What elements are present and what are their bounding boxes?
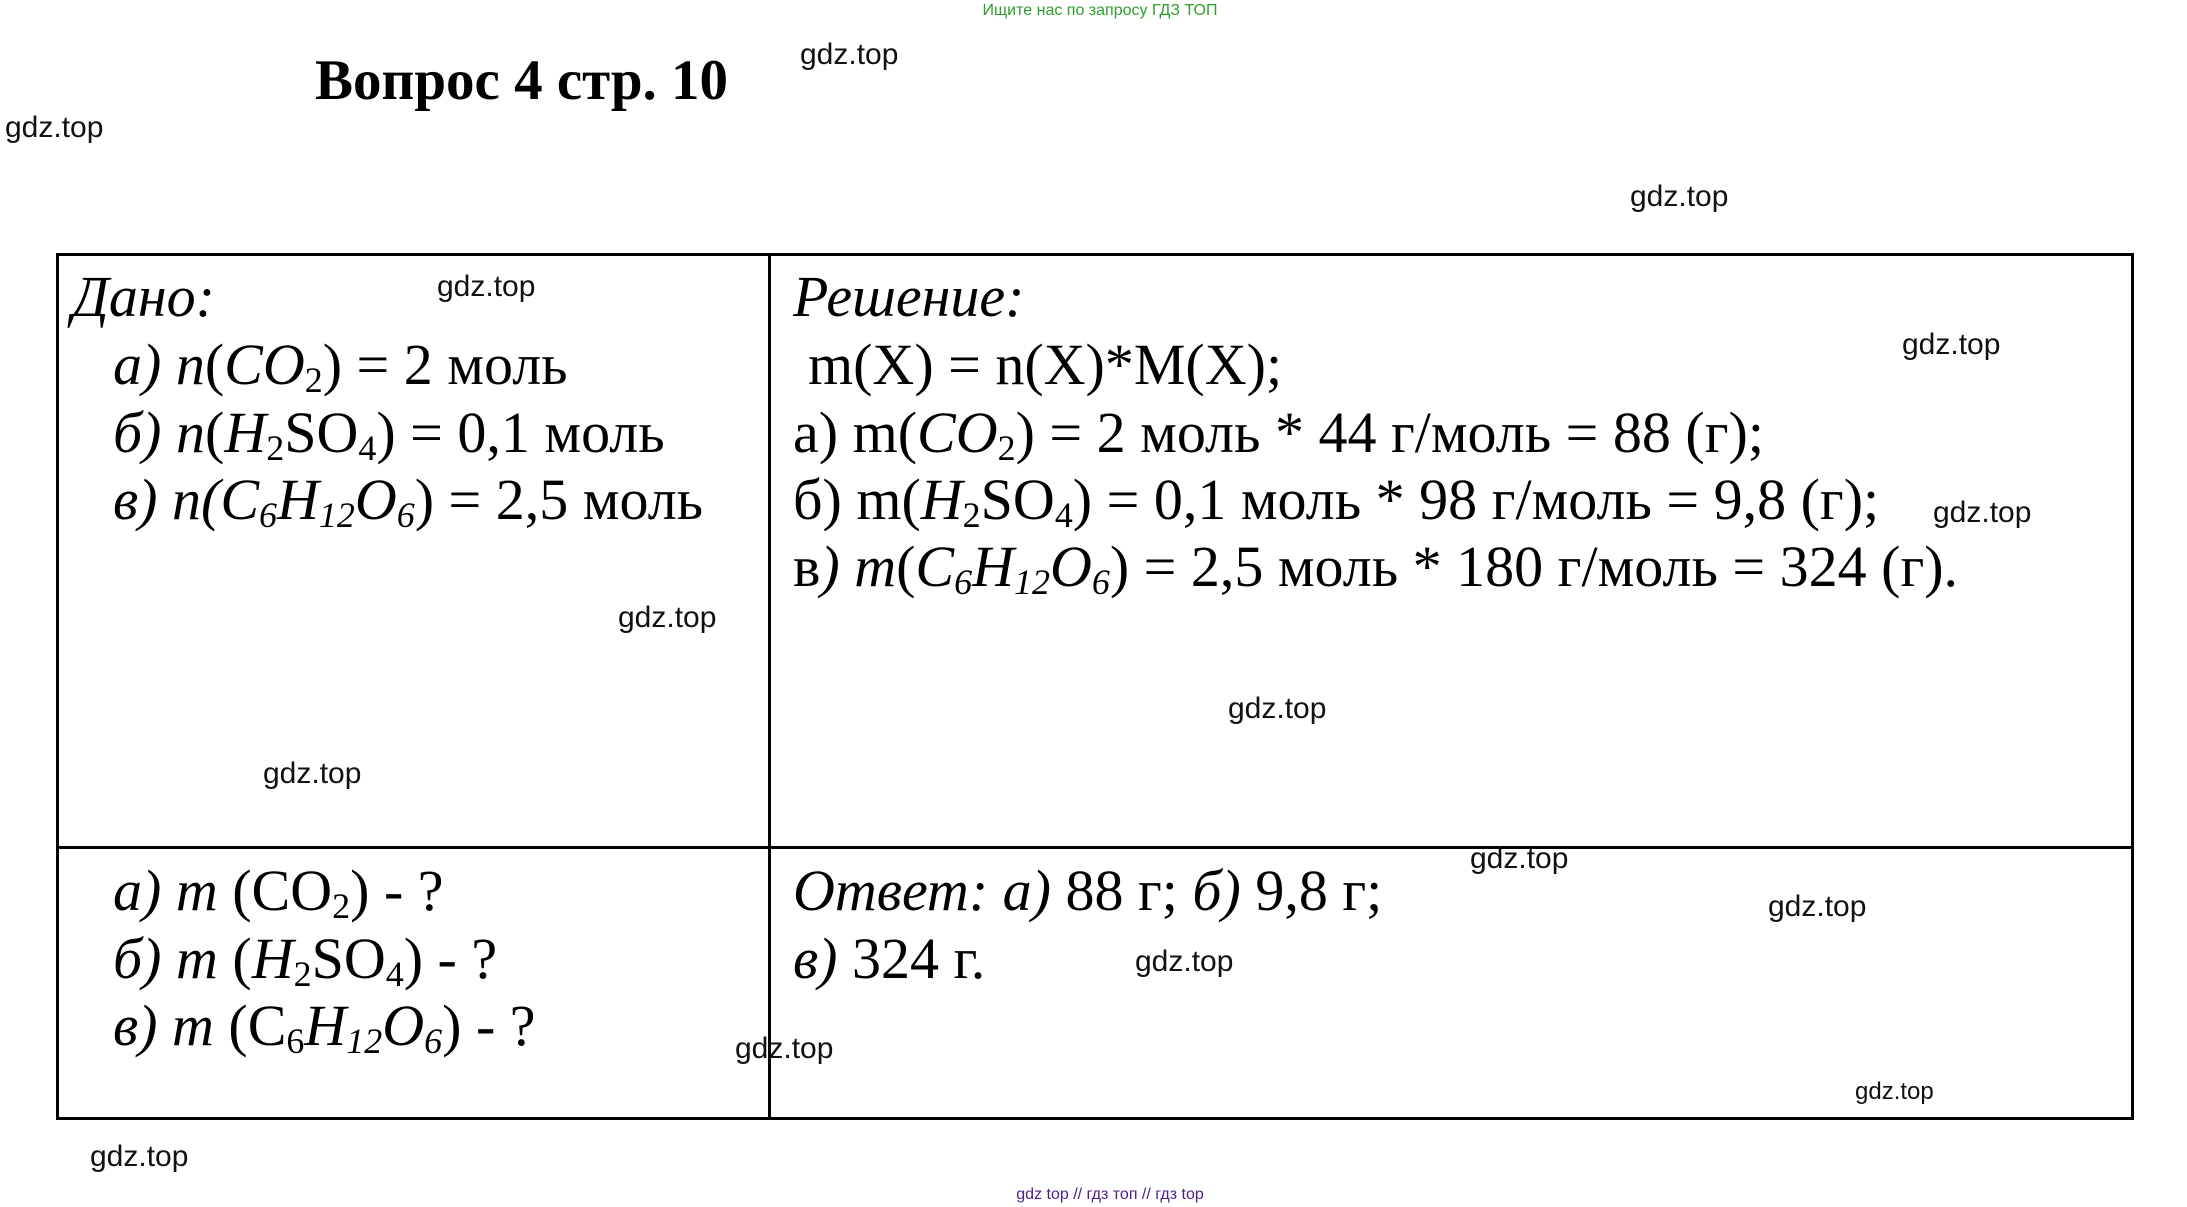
given-a-fn: n	[175, 332, 205, 397]
given-b-fn: n	[175, 400, 205, 465]
watermark: gdz.top	[1933, 496, 2032, 529]
solution-a-label: а)	[793, 400, 839, 465]
solution-c-value: = 2,5 моль * 180 г/моль = 324 (г).	[1129, 534, 1959, 599]
solution-line-a: а) $m(CO_2) = 2$ моль * 44 г/моль = 88 (г);	[793, 400, 1764, 468]
answer-b-value: 9,8 г;	[1240, 858, 1383, 923]
answer-c-value: 324 г.	[837, 926, 986, 991]
solution-heading: Решение:	[793, 264, 1025, 329]
watermark: gdz.top	[5, 111, 104, 144]
given-line-a: а) $n(CO_2) = 2$ моль	[113, 332, 568, 400]
answer-line-1: Ответ: а) 88 г; б) 9,8 г;	[793, 858, 1383, 923]
given-c-fn: n	[172, 467, 201, 532]
given-a-value: = 2 моль	[342, 332, 568, 397]
watermark: gdz.top	[1855, 1078, 1934, 1105]
solution-b-value: = 0,1 моль * 98 г/моль = 9,8 (г);	[1092, 467, 1880, 532]
solution-b-label: б)	[793, 467, 842, 532]
given-line-c: в) $n(C_6H_{12}O_6) = 2,5$ моль	[113, 467, 704, 535]
watermark: gdz.top	[1135, 945, 1234, 978]
watermark: gdz.top	[800, 38, 899, 71]
footer-links[interactable]: gdz top // гдз топ // гдз top	[1016, 1186, 1204, 1203]
find-line-c: в) m $(C_6H_{12}O_6)$ - ?	[113, 993, 536, 1061]
given-b-value: = 0,1 моль	[395, 400, 665, 465]
top-search-hint[interactable]: Ищите нас по запросу ГДЗ ТОП	[982, 2, 1218, 19]
watermark: gdz.top	[1768, 890, 1867, 923]
watermark: gdz.top	[90, 1140, 189, 1173]
answer-a-value: 88 г;	[1050, 858, 1178, 923]
solution-formula: m(X) = n(X)*M(X);	[808, 332, 1283, 397]
given-c-value: = 2,5 моль	[434, 467, 704, 532]
table-vertical-divider	[768, 253, 771, 1120]
watermark: gdz.top	[618, 601, 717, 634]
given-b-label: б)	[113, 400, 162, 465]
find-line-b: б) m $(H_2SO_4)$ - ?	[113, 926, 498, 994]
solution-line-c: в) $m(C_6H_{12}O_6) = 2,5$ моль * 180 г/моль = 324 (г).	[793, 534, 1959, 602]
given-c-label: в)	[113, 467, 158, 532]
answer-line-2: в) 324 г.	[793, 926, 986, 991]
watermark: gdz.top	[437, 270, 536, 303]
find-line-a: а) m $(CO_2)$ - ?	[113, 858, 444, 926]
watermark: gdz.top	[1902, 328, 2001, 361]
find-a-suffix: - ?	[369, 858, 444, 923]
watermark: gdz.top	[1228, 692, 1327, 725]
watermark: gdz.top	[1630, 180, 1729, 213]
watermark: gdz.top	[1470, 842, 1569, 875]
solution-line-b: б) $m(H_2SO_4) = 0,1$ моль * 98 г/моль = 9,8 (г);	[793, 467, 1880, 535]
watermark: gdz.top	[735, 1032, 834, 1065]
find-c-suffix: - ?	[461, 993, 536, 1058]
solution-a-value: = 2 моль * 44 г/моль = 88 (г);	[1034, 400, 1764, 465]
page-title: Вопрос 4 стр. 10	[315, 49, 729, 112]
given-a-label: а)	[113, 332, 162, 397]
given-heading: Дано:	[72, 264, 215, 329]
find-b-suffix: - ?	[423, 926, 498, 991]
watermark: gdz.top	[263, 757, 362, 790]
answer-heading: Ответ:	[793, 858, 989, 923]
solution-c-label: в	[793, 534, 821, 599]
given-line-b: б) $n(H_2SO_4) = 0,1$ моль	[113, 400, 665, 468]
table-horizontal-divider	[56, 846, 2134, 849]
